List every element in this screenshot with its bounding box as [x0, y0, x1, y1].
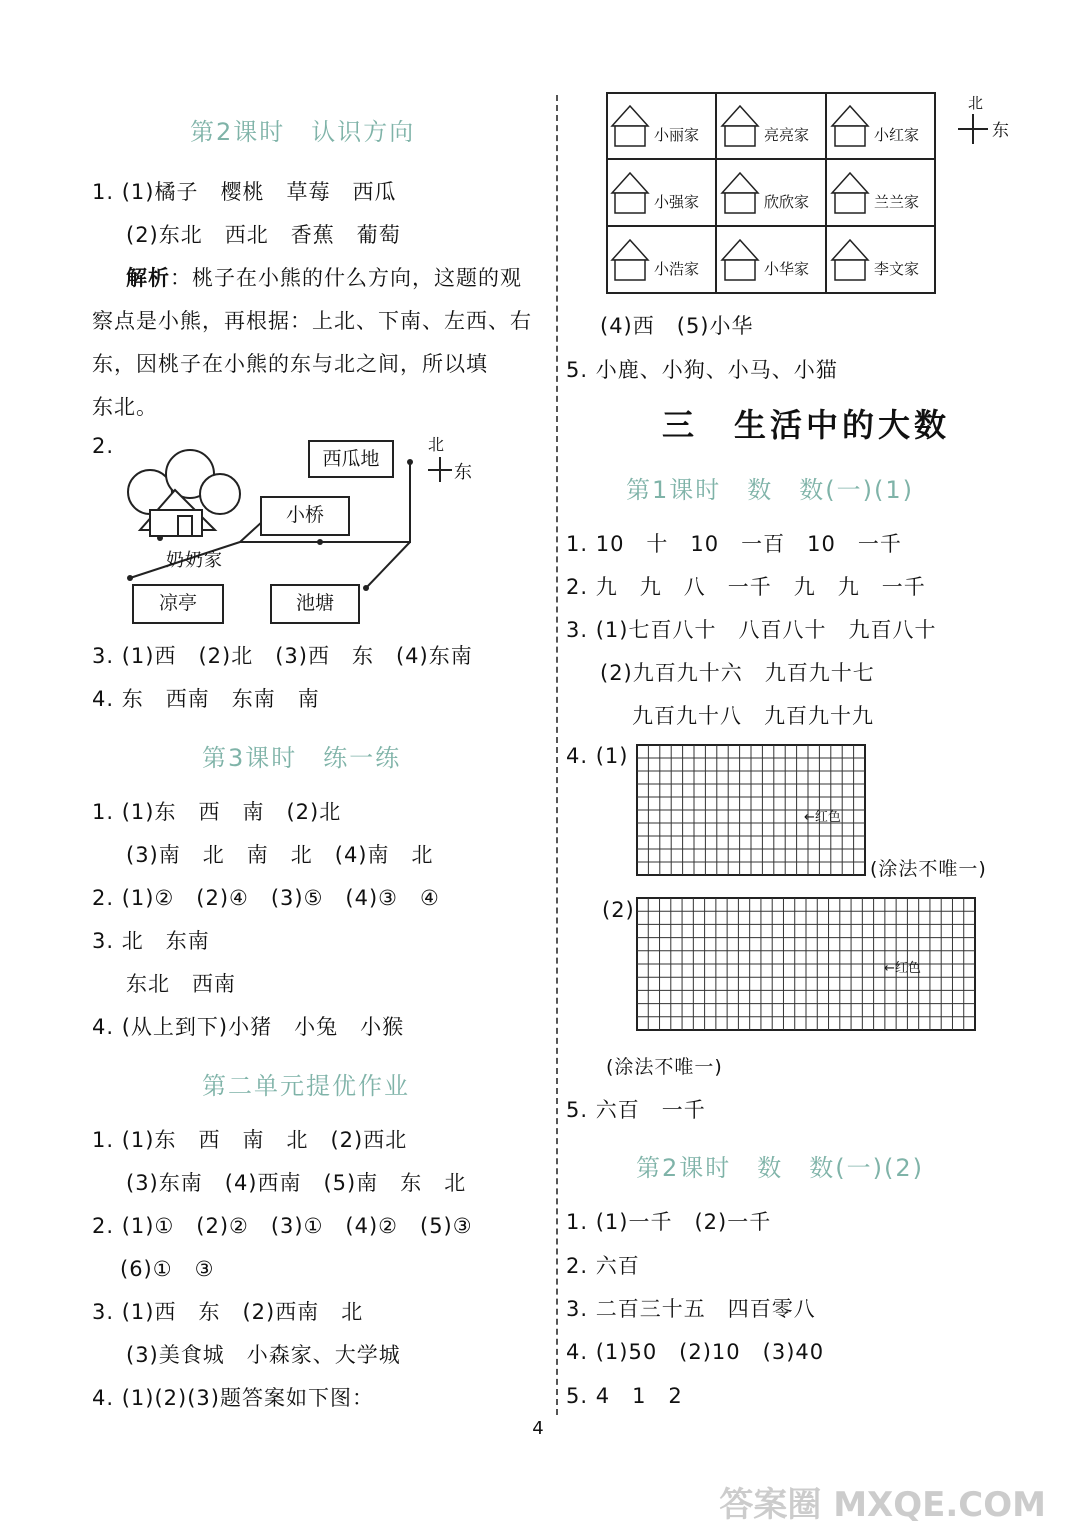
grid1-color-text: 红色 — [814, 810, 841, 825]
page-number: 4 — [532, 1418, 544, 1439]
house-label: 小华家 — [764, 260, 810, 278]
unit-q1-part2: (3)东南 (4)西南 (5)南 东 北 — [126, 1171, 467, 1195]
practice-q3-part2: 东北 西南 — [126, 972, 236, 996]
house-roof-icon — [612, 106, 648, 126]
count2-q2: 2. 六百 — [566, 1254, 640, 1278]
practice-q1-part2: (3)南 北 南 北 (4)南 北 — [126, 843, 434, 867]
map-compass-east: 东 — [454, 462, 473, 483]
grid1-note: (涂法不唯一) — [870, 858, 987, 880]
house-label: 李文家 — [874, 260, 920, 278]
house-label: 兰兰家 — [874, 193, 920, 211]
answer-q4: 4. 东 西南 东南 南 — [92, 687, 320, 711]
answer-q1-part2: (2)东北 西北 香蕉 葡萄 — [126, 223, 401, 247]
answer-q4-q5-lesson2: (4)西 (5)小华 — [600, 314, 754, 338]
house-roof-icon — [832, 173, 868, 193]
count-q3-part2: (2)九百九十六 九百九十七 — [600, 661, 875, 685]
section-heading-chapter3-lesson2: 第2课时 数 数(一)(2) — [636, 1154, 924, 1182]
count2-q4: 4. (1)50 (2)10 (3)40 — [566, 1340, 825, 1364]
house-label: 小强家 — [654, 193, 700, 211]
house-label: 欣欣家 — [764, 193, 810, 211]
compass-east: 东 — [992, 121, 1010, 141]
house-body-icon — [615, 126, 645, 146]
practice-q3-part1: 3. 北 东南 — [92, 929, 210, 953]
analysis-text: ：桃子在小熊的什么方向，这题的观 — [170, 266, 522, 290]
house-roof-icon — [722, 173, 758, 193]
map-label-bridge: 小桥 — [260, 496, 350, 536]
house-body-icon — [835, 193, 865, 213]
map-label-watermelon-field: 西瓜地 — [308, 440, 394, 478]
count-q4-label-1: 4. (1) — [566, 744, 629, 768]
count2-q3: 3. 二百三十五 四百零八 — [566, 1297, 816, 1321]
unit-q2-part1: 2. (1)① (2)② (3)① (4)② (5)③ — [92, 1214, 473, 1238]
unit-q1-part1: 1. (1)东 西 南 北 (2)西北 — [92, 1128, 408, 1152]
unit-q2-part2: (6)① ③ — [120, 1257, 215, 1281]
analysis-line-3: 东，因桃子在小熊的东与北之间，所以填 — [92, 352, 488, 376]
section-heading-lesson3: 第3课时 练一练 — [202, 744, 402, 772]
map-label-pond: 池塘 — [270, 584, 360, 624]
house-label: 小浩家 — [654, 260, 700, 278]
hundred-grid-2 — [636, 897, 978, 1033]
map-label-grandma-house: 奶奶家 — [166, 550, 223, 571]
analysis-label: 解析 — [126, 266, 170, 290]
compass-north: 北 — [968, 94, 985, 112]
count-q3-part1: 3. (1)七百八十 八百八十 九百八十 — [566, 618, 937, 642]
unit-q3-part2: (3)美食城 小森家、大学城 — [126, 1343, 401, 1367]
house-body-icon — [835, 126, 865, 146]
count-q1: 1. 10 十 10 一百 10 一千 — [566, 532, 902, 556]
column-divider — [556, 95, 558, 1415]
practice-q1-part1: 1. (1)东 西 南 (2)北 — [92, 800, 342, 824]
count2-q1: 1. (1)一千 (2)一千 — [566, 1210, 772, 1234]
count-q5: 5. 六百 一千 — [566, 1098, 706, 1122]
map-compass-north: 北 — [428, 435, 446, 454]
grandma-house-icon — [128, 450, 240, 536]
house-roof-icon — [722, 106, 758, 126]
grid2-color-label: ←红色 — [884, 961, 921, 976]
section-heading-unit2: 第二单元提优作业 — [202, 1072, 410, 1100]
house-body-icon — [725, 193, 755, 213]
house-roof-icon — [722, 240, 758, 260]
house-roof-icon — [832, 106, 868, 126]
count2-q5: 5. 4 1 2 — [566, 1384, 683, 1408]
count-q4-label-2: (2) — [602, 898, 635, 922]
analysis-line-1 — [126, 262, 522, 292]
section-heading-chapter3-lesson1: 第1课时 数 数(一)(1) — [626, 476, 914, 504]
unit-q4: 4. (1)(2)(3)题答案如下图： — [92, 1386, 374, 1410]
house-roof-icon — [612, 173, 648, 193]
practice-q2: 2. (1)② (2)④ (3)⑤ (4)③ ④ — [92, 886, 440, 910]
grid2-color-text: 红色 — [894, 961, 921, 976]
grid2-note: (涂法不唯一) — [606, 1056, 723, 1078]
practice-q4: 4. (从上到下)小猪 小兔 小猴 — [92, 1015, 405, 1039]
analysis-line-4: 东北。 — [92, 395, 158, 419]
house-label: 小丽家 — [654, 126, 700, 144]
house-body-icon — [725, 260, 755, 280]
count-q3-part3: 九百九十八 九百九十九 — [632, 704, 874, 728]
house-body-icon — [835, 260, 865, 280]
count-q2: 2. 九 九 八 一千 九 九 一千 — [566, 575, 926, 599]
answer-q1-part1: 1. (1)橘子 樱桃 草莓 西瓜 — [92, 180, 397, 204]
answer-q3: 3. (1)西 (2)北 (3)西 东 (4)东南 — [92, 644, 473, 668]
house-body-icon — [615, 260, 645, 280]
unit-q3-part1: 3. (1)西 东 (2)西南 北 — [92, 1300, 364, 1324]
house-roof-icon — [612, 240, 648, 260]
section-heading-lesson2: 第2课时 认识方向 — [190, 118, 416, 146]
house-body-icon — [725, 126, 755, 146]
answer-q5-animals: 5. 小鹿、小狗、小马、小猫 — [566, 358, 838, 382]
house-roof-icon — [832, 240, 868, 260]
house-body-icon — [615, 193, 645, 213]
answer-q2-number: 2. — [92, 434, 115, 458]
grid1-color-label: ←红色 — [804, 810, 841, 825]
house-label: 亮亮家 — [764, 126, 810, 144]
house-label: 小红家 — [874, 126, 920, 144]
chapter-title: 三 生活中的大数 — [662, 406, 951, 444]
map-label-pavilion: 凉亭 — [132, 584, 224, 624]
analysis-line-2: 察点是小熊，再根据：上北、下南、左西、右 — [92, 309, 532, 333]
compass-cross-icon — [958, 114, 988, 144]
watermark-logo: 答案圈 MXQE.COM — [719, 1485, 1046, 1525]
